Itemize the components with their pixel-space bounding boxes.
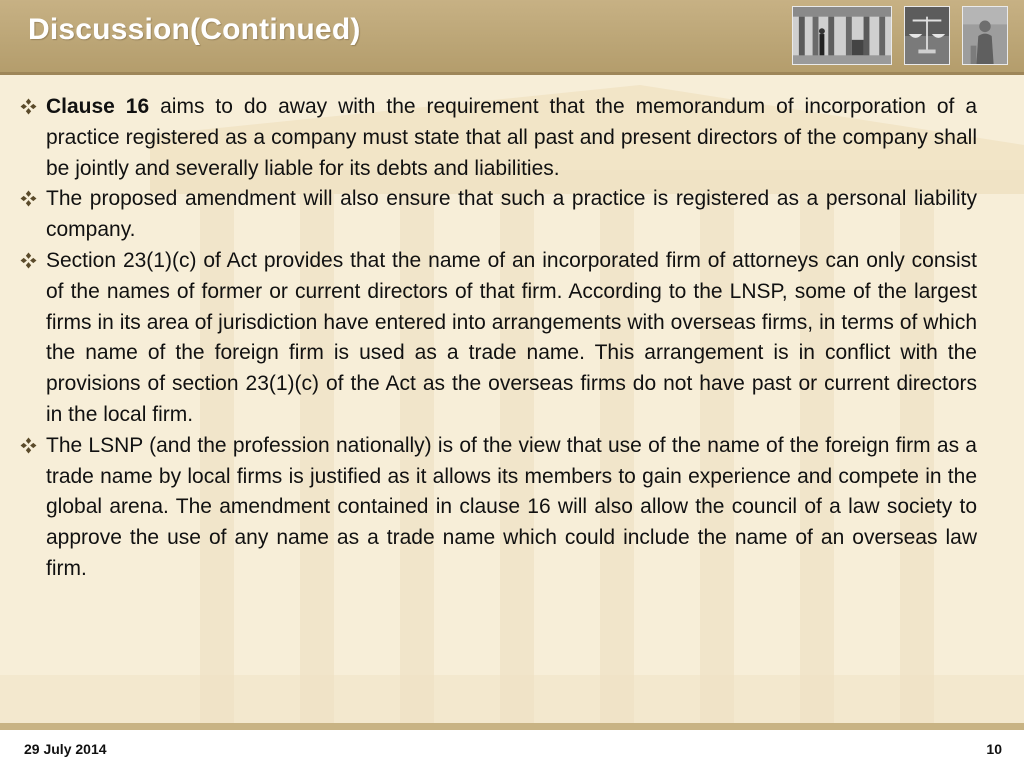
four-diamond-bullet-icon — [20, 98, 37, 115]
slide-footer — [0, 730, 1024, 768]
bullet-item — [20, 184, 977, 246]
slide-content — [0, 75, 1024, 723]
bullet-text: aims to do away with the requirement that the memorandum of incorporation of a practice registered as a company must state that all past and present directors of the company shall be jointly and severally liable for its debts and liabilities. — [46, 95, 978, 180]
statue-photo — [962, 6, 1008, 65]
bullet-item — [20, 431, 977, 585]
four-diamond-bullet-icon — [20, 437, 37, 454]
footer-divider — [0, 723, 1024, 730]
slide-title: Discussion(Continued) — [28, 13, 361, 46]
bullet-text: The LSNP (and the profession nationally) is of the view that use of the name of the foreign firm as a trade name by local firms is justified as it allows its members to gain experience and compete in the global arena. The amendment contained in clause 16 will also allow the council of a law society to approve the use of any name as a trade name which could include the name of an overseas law firm. — [46, 433, 977, 580]
four-diamond-bullet-icon — [20, 252, 37, 269]
slide-header — [0, 0, 1024, 72]
bullet-text: Section 23(1)(c) of Act provides that the name of an incorporated firm of attorneys can only consist of the names of former or current directors of that firm. According to the LNSP, some of the largest firms in its area of jurisdiction have entered into arrangements with overseas firms, in terms of which the name of the foreign firm is used as a trade name. This arrangement is in conflict with the provisions of section 23(1)(c) of the Act as the overseas firms do not have past or current directors in the local firm. — [46, 248, 977, 426]
bullet-item — [20, 92, 977, 184]
page-number: 10 — [986, 741, 1002, 757]
bullet-text: The proposed amendment will also ensure that such a practice is registered as a personal liability company. — [46, 187, 977, 242]
courthouse-photo — [792, 6, 892, 65]
footer-date: 29 July 2014 — [24, 741, 107, 757]
bullet-bold-lead: Clause 16 — [46, 95, 150, 118]
four-diamond-bullet-icon — [20, 190, 37, 207]
bullet-list — [20, 92, 977, 585]
bullet-item — [20, 246, 977, 431]
scales-of-justice-photo — [904, 6, 950, 65]
